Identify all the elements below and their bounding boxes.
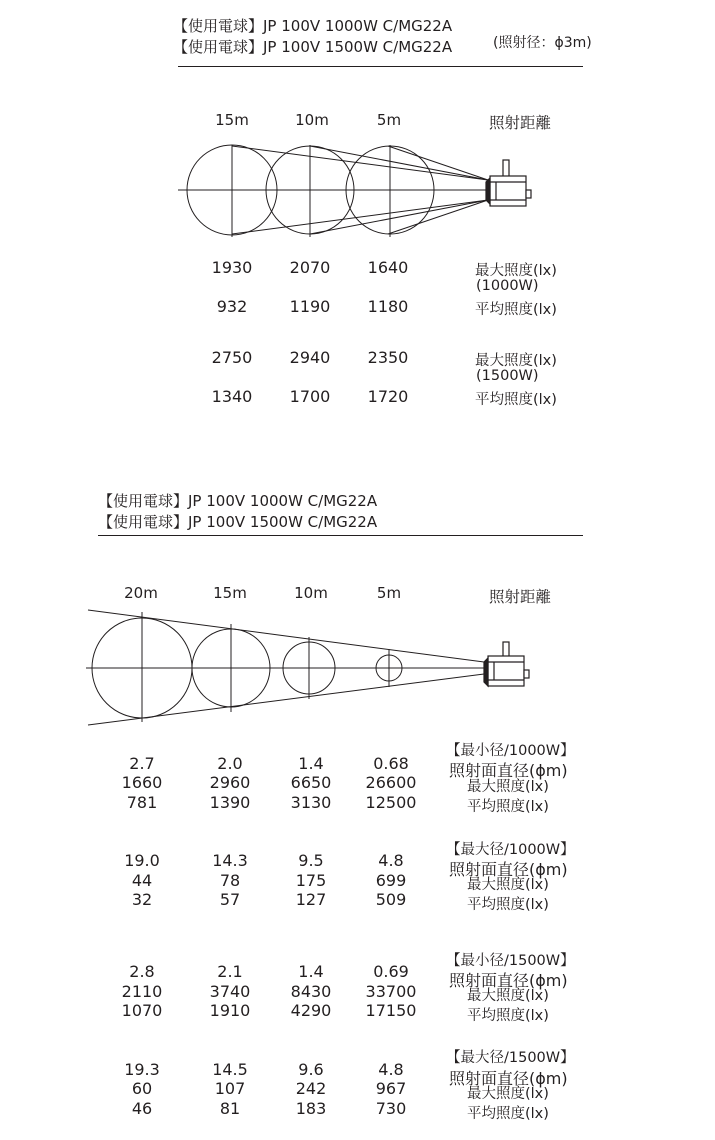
s2-g3-max-15m: 3740 bbox=[209, 982, 251, 1001]
beam-edge-upper-15m bbox=[232, 146, 488, 180]
s2-g1-avg-15m: 1390 bbox=[209, 793, 251, 812]
s2-g1-max-15m: 2960 bbox=[209, 773, 251, 792]
s2-g3-title: 【最小径/1500W】 bbox=[446, 953, 575, 969]
s2-g1-max-5m: 26600 bbox=[365, 773, 417, 792]
section2-distance-20m: 20m bbox=[124, 584, 158, 602]
s1-g1-avg-15m: 932 bbox=[216, 297, 248, 316]
s2-g4-diam-10m: 9.6 bbox=[298, 1060, 324, 1079]
s2-g2-diam-10m: 9.5 bbox=[298, 851, 324, 870]
s1-g2-avg-15m: 1340 bbox=[211, 387, 253, 406]
s1-g1-max-label: 最大照度(lx) bbox=[475, 263, 557, 279]
s2-g2-max-20m: 44 bbox=[131, 871, 153, 890]
s2-g2-avg-label: 平均照度(lx) bbox=[467, 897, 549, 913]
s1-g2-avg-5m: 1720 bbox=[367, 387, 409, 406]
s2-g4-avg-10m: 183 bbox=[295, 1099, 327, 1118]
s1-g1-avg-5m: 1180 bbox=[367, 297, 409, 316]
s2-g4-avg-5m: 730 bbox=[375, 1099, 407, 1118]
s2-g4-diam-5m: 4.8 bbox=[378, 1060, 404, 1079]
section1-header-line2: 【使用電球】JP 100V 1500W C/MG22A bbox=[173, 38, 453, 56]
s1-g2-max-10m: 2940 bbox=[289, 348, 331, 367]
s2-g2-max-15m: 78 bbox=[219, 871, 241, 890]
s2-g2-diam-5m: 4.8 bbox=[378, 851, 404, 870]
section2-distance-5m: 5m bbox=[376, 584, 402, 602]
s2-g4-diam-15m: 14.5 bbox=[212, 1060, 248, 1079]
s1-g2-max-label: 最大照度(lx) bbox=[475, 353, 557, 369]
s2-g1-max-label: 最大照度(lx) bbox=[467, 779, 549, 795]
s2-g2-avg-10m: 127 bbox=[295, 890, 327, 909]
section1-distance-15m: 15m bbox=[215, 111, 249, 129]
s2-g1-avg-10m: 3130 bbox=[290, 793, 332, 812]
s2-g3-max-5m: 33700 bbox=[365, 982, 417, 1001]
s1-g1-watt-label: (1000W) bbox=[476, 278, 539, 294]
s2-g1-max-20m: 1660 bbox=[121, 773, 163, 792]
s2-g3-max-label: 最大照度(lx) bbox=[467, 988, 549, 1004]
s2-g3-diam-10m: 1.4 bbox=[298, 962, 324, 981]
beam-edge-lower-15m bbox=[232, 200, 488, 234]
section1-note: (照射径：ϕ3m) bbox=[493, 35, 592, 51]
s2-g3-diam-5m: 0.69 bbox=[373, 962, 409, 981]
s2-g3-avg-15m: 1910 bbox=[209, 1001, 251, 1020]
s1-g1-avg-label: 平均照度(lx) bbox=[475, 302, 557, 318]
s2-g1-diam-10m: 1.4 bbox=[298, 754, 324, 773]
s2-g4-avg-15m: 81 bbox=[219, 1099, 241, 1118]
s1-g1-max-10m: 2070 bbox=[289, 258, 331, 277]
s2-g2-diameter-label: 照射面直径(ϕm) bbox=[449, 860, 568, 879]
section2-header-line2: 【使用電球】JP 100V 1500W C/MG22A bbox=[98, 513, 378, 531]
s2-g4-max-5m: 967 bbox=[375, 1079, 407, 1098]
beam-edge-upper-10m bbox=[310, 146, 488, 180]
s2-g1-diam-5m: 0.68 bbox=[373, 754, 409, 773]
section2-beam-diagram bbox=[0, 600, 715, 730]
section2-distance-10m: 10m bbox=[294, 584, 328, 602]
section1-divider bbox=[178, 66, 583, 67]
s1-g1-max-5m: 1640 bbox=[367, 258, 409, 277]
section1-axis-title: 照射距離 bbox=[488, 114, 551, 132]
beam-edge-lower-10m bbox=[310, 200, 488, 234]
s2-g4-diam-20m: 19.3 bbox=[124, 1060, 160, 1079]
s2-g2-diam-15m: 14.3 bbox=[212, 851, 248, 870]
beam-edge-upper-5m bbox=[388, 146, 488, 180]
s1-g2-max-15m: 2750 bbox=[211, 348, 253, 367]
s2-g3-avg-20m: 1070 bbox=[121, 1001, 163, 1020]
s2-g3-avg-5m: 17150 bbox=[365, 1001, 417, 1020]
section2-header-line1: 【使用電球】JP 100V 1000W C/MG22A bbox=[98, 492, 378, 510]
s2-g4-max-10m: 242 bbox=[295, 1079, 327, 1098]
s2-g2-avg-20m: 32 bbox=[131, 890, 153, 909]
s2-g2-title: 【最大径/1000W】 bbox=[446, 842, 575, 858]
s2-g1-diam-15m: 2.0 bbox=[217, 754, 243, 773]
s2-g3-diam-20m: 2.8 bbox=[129, 962, 155, 981]
section1-distance-5m: 5m bbox=[376, 111, 402, 129]
s2-g3-avg-10m: 4290 bbox=[290, 1001, 332, 1020]
section1-header-line1: 【使用電球】JP 100V 1000W C/MG22A bbox=[173, 17, 453, 35]
s2-g1-diameter-label: 照射面直径(ϕm) bbox=[449, 761, 568, 780]
floodlight-icon bbox=[486, 160, 531, 206]
s2-g1-max-10m: 6650 bbox=[290, 773, 332, 792]
s2-g3-diam-15m: 2.1 bbox=[217, 962, 243, 981]
s1-g2-avg-label: 平均照度(lx) bbox=[475, 392, 557, 408]
section2-axis-title: 照射距離 bbox=[488, 588, 551, 606]
s2-g4-diameter-label: 照射面直径(ϕm) bbox=[449, 1069, 568, 1088]
s2-g2-diam-20m: 19.0 bbox=[124, 851, 160, 870]
s2-g2-max-5m: 699 bbox=[375, 871, 407, 890]
floodlight-icon bbox=[484, 642, 529, 686]
s1-g2-watt-label: (1500W) bbox=[476, 368, 539, 384]
s2-g4-avg-label: 平均照度(lx) bbox=[467, 1106, 549, 1122]
section1-beam-diagram bbox=[0, 140, 715, 250]
s2-g2-max-10m: 175 bbox=[295, 871, 327, 890]
s2-g1-avg-5m: 12500 bbox=[365, 793, 417, 812]
s2-g4-max-20m: 60 bbox=[131, 1079, 153, 1098]
s2-g3-avg-label: 平均照度(lx) bbox=[467, 1008, 549, 1024]
s2-g4-max-label: 最大照度(lx) bbox=[467, 1086, 549, 1102]
s2-g2-max-label: 最大照度(lx) bbox=[467, 877, 549, 893]
s2-g1-title: 【最小径/1000W】 bbox=[446, 743, 575, 759]
s1-g2-max-5m: 2350 bbox=[367, 348, 409, 367]
s1-g2-avg-10m: 1700 bbox=[289, 387, 331, 406]
s2-g1-avg-label: 平均照度(lx) bbox=[467, 799, 549, 815]
s1-g1-max-15m: 1930 bbox=[211, 258, 253, 277]
section1-distance-10m: 10m bbox=[295, 111, 329, 129]
s1-g1-avg-10m: 1190 bbox=[289, 297, 331, 316]
s2-g2-avg-15m: 57 bbox=[219, 890, 241, 909]
s2-g4-avg-20m: 46 bbox=[131, 1099, 153, 1118]
s2-g1-diam-20m: 2.7 bbox=[129, 754, 155, 773]
s2-g4-max-15m: 107 bbox=[214, 1079, 246, 1098]
section2-divider bbox=[98, 535, 583, 536]
section2-distance-15m: 15m bbox=[213, 584, 247, 602]
s2-g3-diameter-label: 照射面直径(ϕm) bbox=[449, 971, 568, 990]
s2-g3-max-20m: 2110 bbox=[121, 982, 163, 1001]
beam-edge-lower-5m bbox=[388, 200, 488, 234]
s2-g3-max-10m: 8430 bbox=[290, 982, 332, 1001]
s2-g4-title: 【最大径/1500W】 bbox=[446, 1050, 575, 1066]
s2-g1-avg-20m: 781 bbox=[126, 793, 158, 812]
s2-g2-avg-5m: 509 bbox=[375, 890, 407, 909]
